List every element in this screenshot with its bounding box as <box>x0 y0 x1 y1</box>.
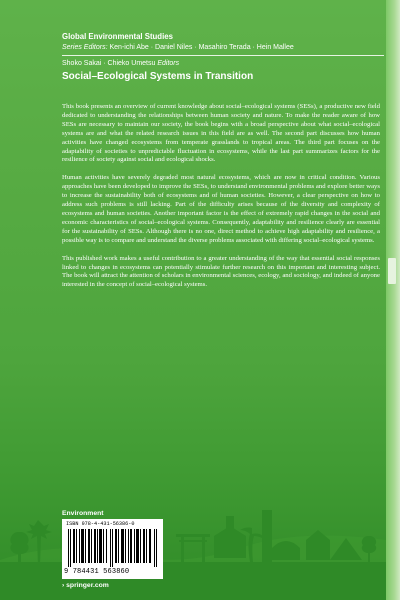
series-editors <box>62 44 294 51</box>
book-title: Social–Ecological Systems in Transition <box>62 71 254 82</box>
barcode-bars <box>68 529 158 567</box>
blurb-paragraph-1: This book presents an overview of current knowledge about social–ecological systems (SESs), a productive new field dedicated to understanding the relationships between human society and nature. To make the reader aware of how SESs are necessary to maintain our society, the book begins with a broad perspective about what social–ecological systems are and what the related research issues in this field are as well. The second part discusses how human activities have changed ecosystems from temperate grasslands to tropical areas. The third part focuses on the adaptability of societies to unpredictable fluctuation in ecosystems, while the last part summarizes factors for the resilience of society against social and ecological shocks. <box>62 103 380 164</box>
header-divider <box>62 55 384 56</box>
blurb-paragraph-3: This published work makes a useful contribution to a greater understanding of the way that essential social responses linked to changes in ecosystems can potentially stimulate further research on this important and interesting subject. The book will attract the attention of scholars in environmental sciences, ecology, and sociology, and indeed of anyone interested in the concept of social–ecological systems. <box>62 254 380 289</box>
book-editors <box>62 60 179 67</box>
isbn-label: ISBN 978-4-431-56386-0 <box>66 521 135 527</box>
blurb <box>62 103 380 299</box>
edge-tab <box>388 258 396 284</box>
isbn-digits: 9 784431 563860 <box>64 568 130 576</box>
series-editors-label: Series Editors: <box>62 44 108 51</box>
book-editors-names: Shoko Sakai · Chieko Umetsu <box>62 60 156 67</box>
blurb-paragraph-2: Human activities have severely degraded most natural ecosystems, which are now in critical condition. Various approaches have been developed to improve the SESs, to understand environmental problems and explore better ways to increase the sustainability both of ecosystems and of human societies. However, a clear perspective on how to address such problems is still lacking. Part of the difficulty arises because of the diversity and complexity of ecosystems and human societies. Another important factor is the effect of extremely rapid changes in the social and economic characteristics of social–ecological systems. Consequently, adaptability and resilience clearly are essential for the sustainability of SESs. Although there is no one, direct method to achieve high adaptability and resilience, a possible way is to compare and understand the diverse problems associated with differing social–ecological systems. <box>62 174 380 244</box>
series-title: Global Environmental Studies <box>62 32 173 41</box>
landscape-silhouette <box>0 470 386 600</box>
barcode <box>62 519 163 579</box>
category-label: Environment <box>62 510 104 517</box>
spine-edge <box>386 0 400 600</box>
publisher-url[interactable]: › springer.com <box>62 582 109 589</box>
series-editors-names: Ken-ichi Abe · Daniel Niles · Masahiro Terada · Hein Mallee <box>109 44 294 51</box>
book-editors-suffix: Editors <box>157 60 180 67</box>
